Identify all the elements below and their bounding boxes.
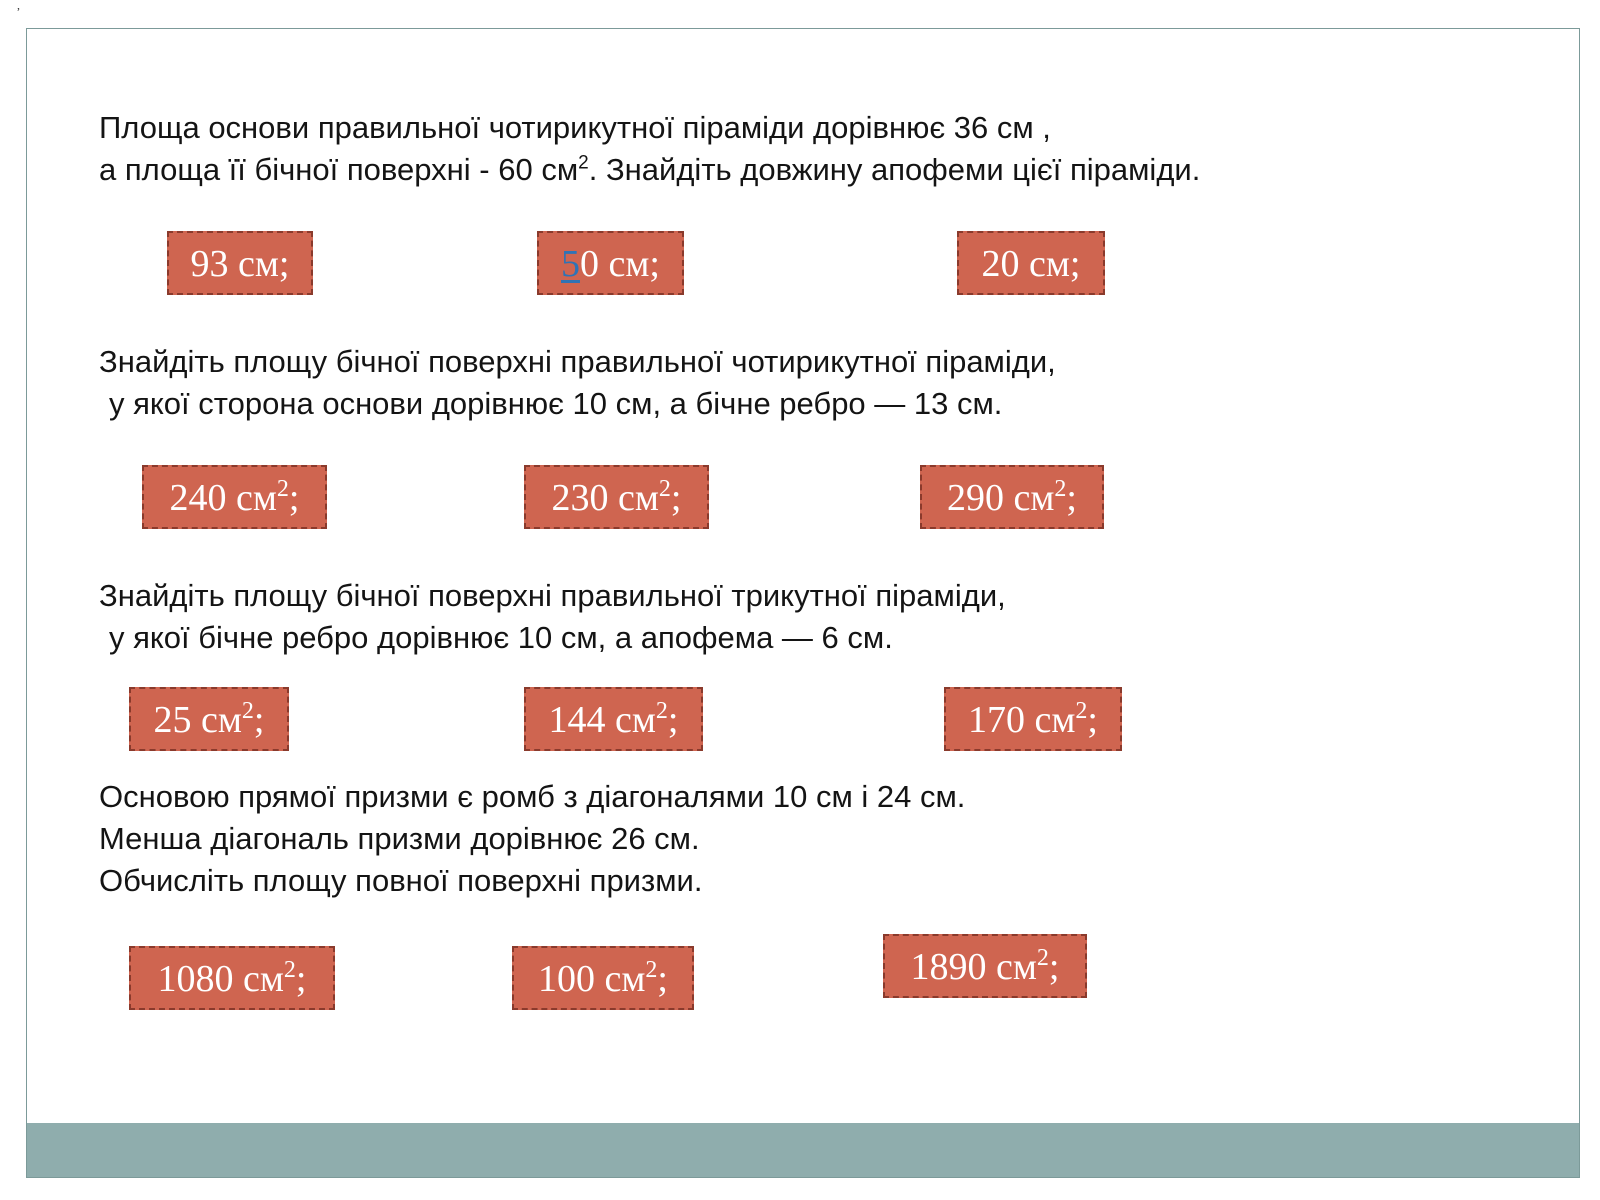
answer-1-c[interactable]: 20 см; [957,231,1105,295]
question-4-line-2: Менша діагональ призми дорівнює 26 см. [99,821,700,856]
question-3-line-1: Знайдіть площу бічної поверхні правильної трикутної піраміди, [99,578,1006,613]
highlighted-digit: 5 [561,243,580,285]
question-4 [99,776,965,902]
footer-band [27,1123,1579,1177]
answer-2-b[interactable]: 230 $см^2$; [524,465,709,529]
answer-4-c[interactable]: 1890 $см^2$; [883,934,1087,998]
question-2 [99,341,1056,425]
question-4-line-1: Основою прямої призми є ромб з діагоналями 10 см і 24 см. [99,779,966,814]
answer-3-a[interactable]: 25 $см^2$; [129,687,289,751]
answer-4-b[interactable]: 100 $см^2$; [512,946,694,1010]
question-3 [99,575,1006,659]
question-3-line-2: у якої бічне ребро дорівнює 10 см, а апофема — 6 см. [109,620,893,655]
answer-4-a[interactable]: 1080 $см^2$; [129,946,335,1010]
question-4-line-3: Обчисліть площу повної поверхні призми. [99,863,703,898]
corner-mark: , [17,0,20,12]
answer-3-c[interactable]: 170 $см^2$; [944,687,1122,751]
answer-1-b[interactable]: 50 см; [537,231,684,295]
question-2-line-1: Знайдіть площу бічної поверхні правильної чотирикутної піраміди, [99,344,1056,379]
question-1 [99,107,1200,191]
answer-2-a[interactable]: 240 $см^2$; [142,465,327,529]
question-2-line-2: у якої сторона основи дорівнює 10 см, а бічне ребро — 13 см. [109,386,1003,421]
answer-2-c[interactable]: 290 $см^2$; [920,465,1104,529]
question-1-line-1: Площа основи правильної чотирикутної піраміди дорівнює 36 см , [99,110,1051,145]
answer-3-b[interactable]: 144 $см^2$; [524,687,703,751]
question-1-line-2: а площа її бічної поверхні - 60 $см^2$. Знайдіть довжину апофеми цієї піраміди. [99,152,1201,187]
answer-1-a[interactable]: 93 см; [167,231,313,295]
slide [26,28,1580,1178]
superscript: 2 [578,152,589,174]
